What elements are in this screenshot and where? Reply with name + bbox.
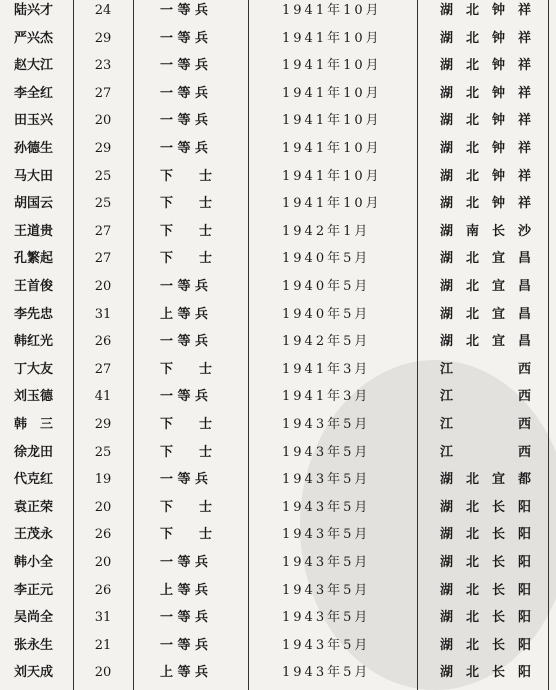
table-row — [0, 301, 556, 329]
origin-cell: 湖 北 长 阳 — [440, 527, 532, 543]
name-cell: 王道贵 — [14, 223, 54, 239]
age-cell: 27 — [94, 251, 112, 267]
table-row — [0, 411, 556, 439]
date-cell: 1943年5月 — [282, 555, 371, 570]
age-cell: 29 — [94, 30, 112, 46]
table-row — [0, 190, 556, 218]
age-cell: 31 — [94, 306, 112, 322]
origin-cell: 湖 北 长 阳 — [440, 555, 532, 570]
rank-cell: 一 等 兵 — [160, 141, 209, 156]
origin-cell: 湖 南 长 沙 — [440, 223, 532, 239]
rank-cell: 下 士 — [160, 361, 213, 377]
date-cell: 1943年5月 — [282, 499, 371, 515]
rank-cell: 一 等 兵 — [160, 472, 209, 488]
rank-cell: 下 士 — [160, 168, 213, 184]
rank-cell: 一 等 兵 — [160, 113, 209, 129]
rank-cell: 一 等 兵 — [160, 555, 209, 570]
date-cell: 1940年5月 — [282, 306, 371, 322]
origin-cell: 湖 北 钟 祥 — [440, 58, 532, 74]
origin-cell: 湖 北 宜 昌 — [440, 279, 532, 294]
age-cell: 25 — [94, 444, 112, 460]
name-cell: 袁正荣 — [14, 499, 54, 515]
name-cell: 刘天成 — [14, 665, 54, 681]
age-cell: 24 — [94, 3, 112, 18]
age-cell: 25 — [94, 196, 112, 212]
table-row — [0, 577, 556, 605]
name-cell: 李全红 — [14, 85, 54, 101]
age-cell: 31 — [94, 610, 112, 626]
date-cell: 1943年5月 — [282, 637, 371, 653]
origin-cell: 湖 北 钟 祥 — [440, 30, 532, 46]
date-cell: 1941年10月 — [282, 58, 382, 74]
origin-cell: 湖 北 长 阳 — [440, 610, 532, 626]
name-cell: 赵大江 — [14, 58, 54, 74]
origin-cell: 湖 北 宜 昌 — [440, 251, 532, 267]
rank-cell: 下 士 — [160, 196, 213, 212]
age-cell: 21 — [94, 637, 112, 653]
date-cell: 1941年10月 — [282, 30, 382, 46]
rank-cell: 一 等 兵 — [160, 85, 209, 101]
rank-cell: 一 等 兵 — [160, 3, 209, 18]
date-cell: 1942年1月 — [282, 223, 371, 239]
rank-cell: 下 士 — [160, 527, 213, 543]
origin-cell: 湖 北 钟 祥 — [440, 141, 532, 156]
name-cell: 代克红 — [14, 472, 54, 488]
rank-cell: 上 等 兵 — [160, 582, 209, 598]
date-cell: 1941年3月 — [282, 361, 371, 377]
origin-cell: 湖 北 长 阳 — [440, 665, 532, 681]
name-cell: 马大田 — [14, 168, 54, 184]
origin-cell: 湖 北 长 阳 — [440, 499, 532, 515]
table-row — [0, 383, 556, 411]
age-cell: 20 — [94, 499, 112, 515]
age-cell: 20 — [94, 279, 112, 294]
date-cell: 1941年10月 — [282, 3, 382, 18]
origin-cell: 湖 北 宜 昌 — [440, 334, 532, 350]
table-row — [0, 328, 556, 356]
rank-cell: 一 等 兵 — [160, 389, 209, 405]
date-cell: 1941年10月 — [282, 85, 382, 101]
table-row — [0, 135, 556, 163]
origin-cell: 湖 北 钟 祥 — [440, 113, 532, 129]
origin-cell: 湖 北 宜 都 — [440, 472, 532, 488]
rank-cell: 下 士 — [160, 223, 213, 239]
origin-cell: 江 西 — [440, 361, 532, 377]
date-cell: 1943年5月 — [282, 582, 371, 598]
name-cell: 孔繁起 — [14, 251, 54, 267]
age-cell: 26 — [94, 582, 112, 598]
name-cell: 张永生 — [14, 637, 54, 653]
date-cell: 1943年5月 — [282, 444, 371, 460]
age-cell: 20 — [94, 665, 112, 681]
rank-cell: 一 等 兵 — [160, 610, 209, 626]
origin-cell: 湖 北 钟 祥 — [440, 168, 532, 184]
rank-cell: 下 士 — [160, 499, 213, 515]
age-cell: 29 — [94, 417, 112, 432]
table-row — [0, 0, 556, 25]
age-cell: 25 — [94, 168, 112, 184]
date-cell: 1941年3月 — [282, 389, 371, 405]
age-cell: 26 — [94, 334, 112, 350]
rank-cell: 上 等 兵 — [160, 665, 209, 681]
table-row — [0, 549, 556, 577]
table-row — [0, 356, 556, 384]
date-cell: 1941年10月 — [282, 113, 382, 129]
table-row — [0, 25, 556, 53]
name-cell: 丁大友 — [14, 361, 54, 377]
origin-cell: 江 西 — [440, 417, 532, 432]
name-cell: 孙德生 — [14, 141, 54, 156]
table-row — [0, 632, 556, 660]
name-cell: 田玉兴 — [14, 113, 54, 129]
date-cell: 1941年10月 — [282, 141, 382, 156]
rank-cell: 下 士 — [160, 444, 213, 460]
date-cell: 1943年5月 — [282, 527, 371, 543]
name-cell: 徐龙田 — [14, 444, 54, 460]
name-cell: 韩红光 — [14, 334, 54, 350]
table-row — [0, 439, 556, 467]
date-cell: 1940年5月 — [282, 251, 371, 267]
age-cell: 29 — [94, 141, 112, 156]
date-cell: 1943年5月 — [282, 472, 371, 488]
age-cell: 27 — [94, 223, 112, 239]
origin-cell: 湖 北 宜 昌 — [440, 306, 532, 322]
date-cell: 1943年5月 — [282, 417, 371, 432]
name-cell: 陆兴才 — [14, 3, 54, 18]
origin-cell: 湖 北 长 阳 — [440, 637, 532, 653]
origin-cell: 湖 北 钟 祥 — [440, 85, 532, 101]
table-row — [0, 107, 556, 135]
rank-cell: 下 士 — [160, 251, 213, 267]
name-cell: 李先忠 — [14, 306, 54, 322]
name-cell: 王首俊 — [14, 279, 54, 294]
table-row — [0, 163, 556, 191]
name-cell: 王茂永 — [14, 527, 54, 543]
table-row — [0, 273, 556, 301]
rank-cell: 一 等 兵 — [160, 637, 209, 653]
name-cell: 韩 三 — [14, 417, 54, 432]
origin-cell: 湖 北 长 阳 — [440, 582, 532, 598]
date-cell: 1943年5月 — [282, 665, 371, 681]
age-cell: 41 — [94, 389, 112, 405]
rank-cell: 一 等 兵 — [160, 58, 209, 74]
date-cell: 1943年5月 — [282, 610, 371, 626]
table-row — [0, 659, 556, 687]
name-cell: 李正元 — [14, 582, 54, 598]
rank-cell: 下 士 — [160, 417, 213, 432]
age-cell: 27 — [94, 361, 112, 377]
rank-cell: 上 等 兵 — [160, 306, 209, 322]
age-cell: 20 — [94, 555, 112, 570]
origin-cell: 江 西 — [440, 444, 532, 460]
rank-cell: 一 等 兵 — [160, 279, 209, 294]
age-cell: 19 — [94, 472, 112, 488]
table-row — [0, 52, 556, 80]
table-row — [0, 466, 556, 494]
rank-cell: 一 等 兵 — [160, 334, 209, 350]
origin-cell: 江 西 — [440, 389, 532, 405]
age-cell: 27 — [94, 85, 112, 101]
date-cell: 1941年10月 — [282, 196, 382, 212]
table-row — [0, 245, 556, 273]
origin-cell: 湖 北 钟 祥 — [440, 3, 532, 18]
table-row — [0, 604, 556, 632]
date-cell: 1942年5月 — [282, 334, 371, 350]
age-cell: 20 — [94, 113, 112, 129]
rank-cell: 一 等 兵 — [160, 30, 209, 46]
date-cell: 1940年5月 — [282, 279, 371, 294]
name-cell: 刘玉德 — [14, 389, 54, 405]
table-row — [0, 494, 556, 522]
name-cell: 韩小全 — [14, 555, 54, 570]
table-row — [0, 218, 556, 246]
name-cell: 胡国云 — [14, 196, 54, 212]
table-row — [0, 521, 556, 549]
age-cell: 23 — [94, 58, 112, 74]
origin-cell: 湖 北 钟 祥 — [440, 196, 532, 212]
age-cell: 26 — [94, 527, 112, 543]
date-cell: 1941年10月 — [282, 168, 382, 184]
name-cell: 吴尚全 — [14, 610, 54, 626]
table-row — [0, 80, 556, 108]
name-cell: 严兴杰 — [14, 30, 54, 46]
